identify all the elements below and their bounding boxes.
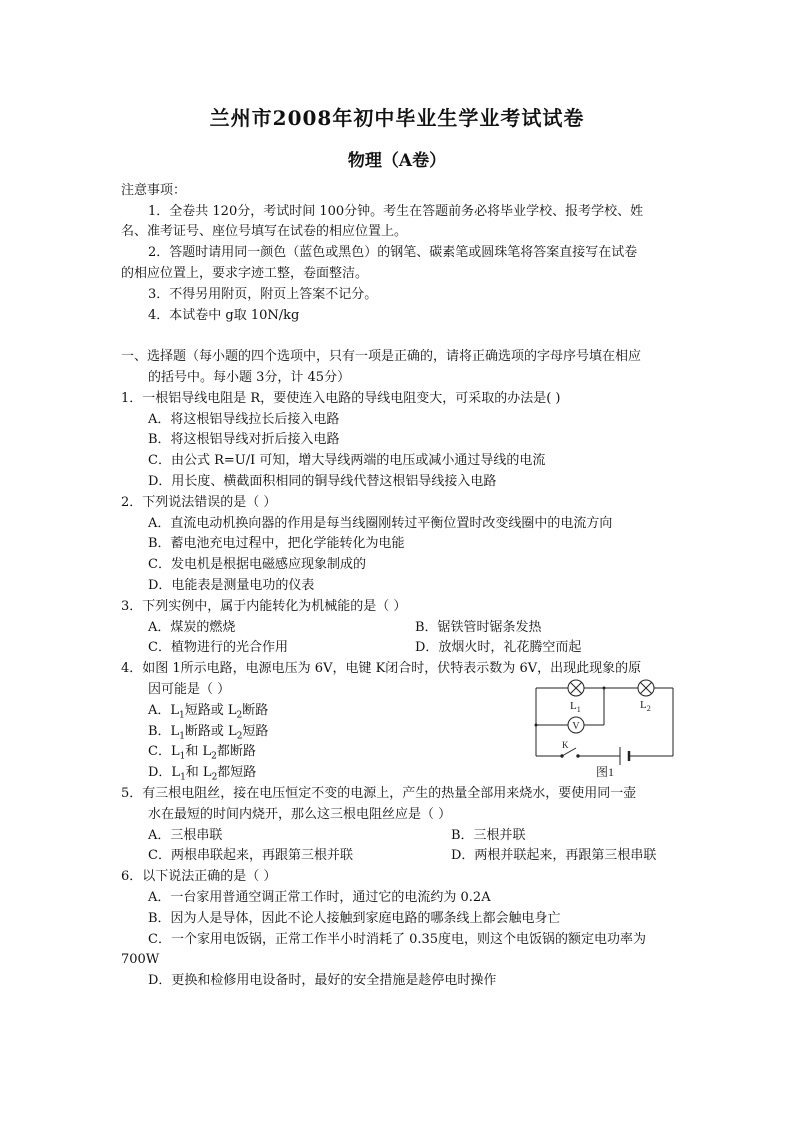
notice-item-3: 3．不得另用附页，附页上答案不记分。 xyxy=(148,287,378,302)
q5-stem-line-2: 水在最短的时间内烧开，那么这三根电阻丝应是（ ） xyxy=(148,807,452,822)
q2-option-d: D．电能表是测量电功的仪表 xyxy=(148,578,315,593)
battery-symbol xyxy=(620,747,629,765)
q4-option-a: A．$L_1$短路或 $L_2$断路 xyxy=(148,703,269,721)
notice-item-4: 4．本试卷中 g取 10N/kg xyxy=(148,308,300,323)
q3-option-a: A．煤炭的燃烧 xyxy=(148,620,236,635)
switch-label: K xyxy=(562,740,569,750)
q5-option-b: B．三根并联 xyxy=(451,828,526,843)
q6-stem: 6．以下说法正确的是（ ） xyxy=(121,869,277,884)
q3-option-b: B．锯铁管时锯条发热 xyxy=(415,620,542,635)
section-1-heading-line-1: 一、选择题（每小题的四个选项中，只有一项是正确的，请将正确选项的字母序号填在相应 xyxy=(121,349,642,364)
q6-option-a: A．一台家用普通空调正常工作时，通过它的电流约为 0.2A xyxy=(148,890,491,905)
figure-caption: 图1 xyxy=(596,765,615,779)
q2-option-a: A．直流电动机换向器的作用是每当线圈刚转过平衡位置时改变线圈中的电流方向 xyxy=(148,516,613,531)
q4-stem-line-1: 4．如图 1所示电路，电源电压为 6V，电键 K闭合时，伏特表示数为 6V，出现此现象的原 xyxy=(121,661,642,676)
voltmeter-label: V xyxy=(572,721,580,732)
notice-heading: 注意事项： xyxy=(121,183,187,198)
exam-subtitle: 物理（A卷） xyxy=(347,151,447,171)
q6-option-c-line-1: C．一个家用电饭锅，正常工作半小时消耗了 0.35度电，则这个电饭锅的额定电功率为 xyxy=(148,932,647,947)
q5-option-a: A．三根串联 xyxy=(148,828,223,843)
circuit-diagram-figure xyxy=(528,678,678,783)
q2-option-b: B．蓄电池充电过程中，把化学能转化为电能 xyxy=(148,536,405,551)
q1-option-d: D．用长度、横截面积相同的铜导线代替这根铝导线接入电路 xyxy=(148,474,497,489)
q6-option-d: D．更换和检修用电设备时，最好的安全措施是趁停电时操作 xyxy=(148,973,497,988)
q4-option-d: D．$L_1$和 $L_2$都短路 xyxy=(148,765,257,783)
q5-option-c: C．两根串联起来，再跟第三根并联 xyxy=(148,848,353,863)
q5-option-d: D．两根并联起来，再跟第三根串联 xyxy=(451,848,657,863)
section-1-heading-line-2: 的括号中。每小题 3分，计 45分） xyxy=(148,370,351,385)
q1-option-c: C．由公式 R=U/I 可知，增大导线两端的电压或减小通过导线的电流 xyxy=(148,453,546,468)
notice-item-2-line-2: 的相应位置上，要求字迹工整，卷面整洁。 xyxy=(121,266,369,281)
q2-stem: 2．下列说法错误的是（ ） xyxy=(121,495,277,510)
q3-option-c: C．植物进行的光合作用 xyxy=(148,640,288,655)
q6-option-c-line-2: 700W xyxy=(121,952,160,967)
q1-option-b: B．将这根铝导线对折后接入电路 xyxy=(148,432,340,447)
q1-option-a: A．将这根铝导线拉长后接入电路 xyxy=(148,412,340,427)
junction-dot xyxy=(535,724,538,727)
q3-option-d: D．放烟火时，礼花腾空而起 xyxy=(415,640,582,655)
q3-stem: 3．下列实例中，属于内能转化为机械能的是（ ） xyxy=(121,599,407,614)
lamp-1-symbol xyxy=(568,680,584,696)
notice-item-1-line-2: 名、准考证号、座位号填写在试卷的相应位置上。 xyxy=(121,224,408,239)
lamp-2-symbol xyxy=(638,680,654,696)
notice-item-1-line-1: 1．全卷共 120分，考试时间 100分钟。考生在答题前务必将毕业学校、报考学校、姓 xyxy=(148,204,644,219)
lamp-2-label: $L_2$ xyxy=(640,699,651,713)
q2-option-c: C．发电机是根据电磁感应现象制成的 xyxy=(148,557,366,572)
junction-dot xyxy=(603,687,606,690)
q4-stem-line-2: 因可能是（ ） xyxy=(148,682,231,697)
q5-stem-line-1: 5．有三根电阻丝，接在电压恒定不变的电源上，产生的热量全部用来烧水，要使用同一壶 xyxy=(121,786,637,801)
exam-title: 兰州市2008年初中毕业生学业考试试卷 xyxy=(209,106,585,130)
q4-option-b: B．$L_1$断路或 $L_2$短路 xyxy=(148,724,269,742)
notice-item-2-line-1: 2．答题时请用同一颜色（蓝色或黑色）的钢笔、碳素笔或圆珠笔将答案直接写在试卷 xyxy=(148,245,638,260)
q6-option-b: B．因为人是导体，因此不论人接触到家庭电路的哪条线上都会触电身亡 xyxy=(148,911,561,926)
lamp-1-label: $L_1$ xyxy=(570,700,581,714)
q1-stem: 1．一根铝导线电阻是 R，要使连入电路的导线电阻变大，可采取的办法是( ) xyxy=(121,391,561,406)
q4-option-c: C．$L_1$和 $L_2$都断路 xyxy=(148,744,256,762)
